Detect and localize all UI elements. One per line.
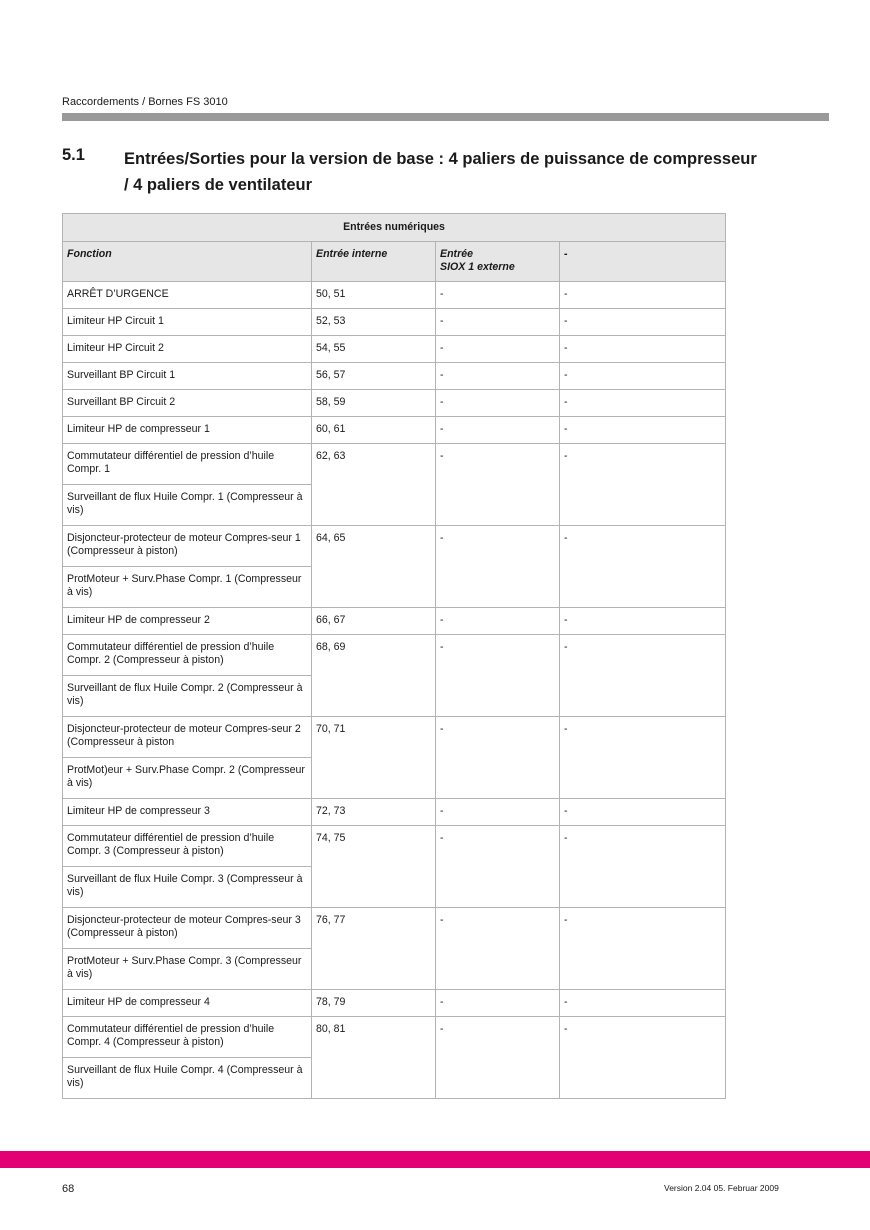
cell-extra: - — [560, 717, 726, 799]
cell-entree-siox: - — [436, 336, 560, 363]
cell-entree-siox: - — [436, 990, 560, 1017]
column-header-entree-interne: Entrée interne — [312, 242, 436, 282]
cell-entree-interne: 70, 71 — [312, 717, 436, 799]
cell-fonction: Limiteur HP Circuit 1 — [63, 309, 312, 336]
section-number: 5.1 — [62, 146, 85, 164]
table-row — [63, 1017, 726, 1058]
cell-fonction: ARRÊT D’URGENCE — [63, 282, 312, 309]
cell-fonction: ProtMoteur + Surv.Phase Compr. 1 (Compresseur à vis) — [63, 567, 312, 608]
version-label: Version 2.04 05. Februar 2009 — [664, 1183, 779, 1193]
cell-fonction: ProtMoteur + Surv.Phase Compr. 3 (Compresseur à vis) — [63, 949, 312, 990]
table-row — [63, 390, 726, 417]
table-row — [63, 908, 726, 949]
table-row — [63, 717, 726, 758]
cell-extra: - — [560, 608, 726, 635]
cell-fonction: Limiteur HP de compresseur 3 — [63, 799, 312, 826]
cell-entree-siox: - — [436, 282, 560, 309]
cell-fonction: Limiteur HP Circuit 2 — [63, 336, 312, 363]
table-row — [63, 526, 726, 567]
cell-entree-interne: 52, 53 — [312, 309, 436, 336]
cell-fonction: Surveillant de flux Huile Compr. 1 (Compresseur à vis) — [63, 485, 312, 526]
cell-fonction: Surveillant BP Circuit 1 — [63, 363, 312, 390]
cell-entree-siox: - — [436, 390, 560, 417]
table-row — [63, 417, 726, 444]
cell-fonction: Disjoncteur-protecteur de moteur Compres-seur 1 (Compresseur à piston) — [63, 526, 312, 567]
cell-entree-interne: 76, 77 — [312, 908, 436, 990]
cell-extra: - — [560, 336, 726, 363]
table-row — [63, 336, 726, 363]
cell-entree-interne: 78, 79 — [312, 990, 436, 1017]
cell-entree-siox: - — [436, 417, 560, 444]
cell-extra: - — [560, 417, 726, 444]
cell-fonction: Limiteur HP de compresseur 4 — [63, 990, 312, 1017]
cell-entree-siox: - — [436, 799, 560, 826]
page-number: 68 — [62, 1183, 75, 1195]
column-header-entree-siox: Entrée SIOX 1 externe — [436, 242, 560, 282]
table-group-title: Entrées numériques — [63, 214, 726, 242]
cell-fonction: Surveillant de flux Huile Compr. 4 (Compresseur à vis) — [63, 1058, 312, 1099]
cell-entree-interne: 66, 67 — [312, 608, 436, 635]
cell-fonction: Disjoncteur-protecteur de moteur Compres-seur 3 (Compresseur à piston) — [63, 908, 312, 949]
table-row — [63, 635, 726, 676]
section-title: Entrées/Sorties pour la version de base : 4 paliers de puissance de compresseur / 4 paliers de ventilateur — [124, 150, 757, 194]
cell-entree-siox: - — [436, 444, 560, 526]
running-header: Raccordements / Bornes FS 3010 — [62, 96, 228, 108]
table-row — [63, 309, 726, 336]
cell-fonction: ProtMot)eur + Surv.Phase Compr. 2 (Compresseur à vis) — [63, 758, 312, 799]
table-row — [63, 444, 726, 485]
cell-entree-siox: - — [436, 908, 560, 990]
cell-entree-interne: 50, 51 — [312, 282, 436, 309]
cell-extra: - — [560, 635, 726, 717]
cell-extra: - — [560, 526, 726, 608]
table-row — [63, 799, 726, 826]
cell-entree-interne: 72, 73 — [312, 799, 436, 826]
cell-entree-siox: - — [436, 526, 560, 608]
cell-extra: - — [560, 799, 726, 826]
table-header-row — [63, 242, 726, 282]
cell-fonction: Surveillant de flux Huile Compr. 3 (Compresseur à vis) — [63, 867, 312, 908]
cell-extra: - — [560, 363, 726, 390]
cell-entree-interne: 60, 61 — [312, 417, 436, 444]
cell-entree-siox: - — [436, 608, 560, 635]
cell-entree-interne: 74, 75 — [312, 826, 436, 908]
cell-fonction: Disjoncteur-protecteur de moteur Compres-seur 2 (Compresseur à piston — [63, 717, 312, 758]
column-header-extra: - — [560, 242, 726, 282]
cell-entree-siox: - — [436, 717, 560, 799]
table-row — [63, 282, 726, 309]
cell-extra: - — [560, 826, 726, 908]
cell-extra: - — [560, 282, 726, 309]
cell-fonction: Surveillant BP Circuit 2 — [63, 390, 312, 417]
cell-fonction: Surveillant de flux Huile Compr. 2 (Compresseur à vis) — [63, 676, 312, 717]
cell-extra: - — [560, 908, 726, 990]
header-rule — [62, 113, 829, 121]
cell-extra: - — [560, 390, 726, 417]
cell-entree-interne: 80, 81 — [312, 1017, 436, 1099]
cell-fonction: Commutateur différentiel de pression d’huile Compr. 3 (Compresseur à piston) — [63, 826, 312, 867]
column-header-fonction: Fonction — [63, 242, 312, 282]
footer-accent-bar — [0, 1151, 870, 1168]
cell-fonction: Commutateur différentiel de pression d’huile Compr. 4 (Compresseur à piston) — [63, 1017, 312, 1058]
inputs-table — [62, 213, 726, 1099]
cell-extra: - — [560, 444, 726, 526]
cell-extra: - — [560, 309, 726, 336]
cell-entree-interne: 54, 55 — [312, 336, 436, 363]
cell-fonction: Limiteur HP de compresseur 2 — [63, 608, 312, 635]
cell-fonction: Commutateur différentiel de pression d’huile Compr. 2 (Compresseur à piston) — [63, 635, 312, 676]
table-row — [63, 990, 726, 1017]
table-row — [63, 608, 726, 635]
cell-entree-interne: 68, 69 — [312, 635, 436, 717]
cell-fonction: Limiteur HP de compresseur 1 — [63, 417, 312, 444]
cell-entree-siox: - — [436, 826, 560, 908]
table-row — [63, 363, 726, 390]
cell-entree-siox: - — [436, 1017, 560, 1099]
cell-entree-siox: - — [436, 635, 560, 717]
cell-entree-interne: 62, 63 — [312, 444, 436, 526]
cell-entree-siox: - — [436, 363, 560, 390]
cell-entree-interne: 64, 65 — [312, 526, 436, 608]
cell-fonction: Commutateur différentiel de pression d’huile Compr. 1 — [63, 444, 312, 485]
cell-entree-interne: 58, 59 — [312, 390, 436, 417]
cell-entree-siox: - — [436, 309, 560, 336]
cell-extra: - — [560, 990, 726, 1017]
table-row — [63, 826, 726, 867]
cell-extra: - — [560, 1017, 726, 1099]
cell-entree-interne: 56, 57 — [312, 363, 436, 390]
